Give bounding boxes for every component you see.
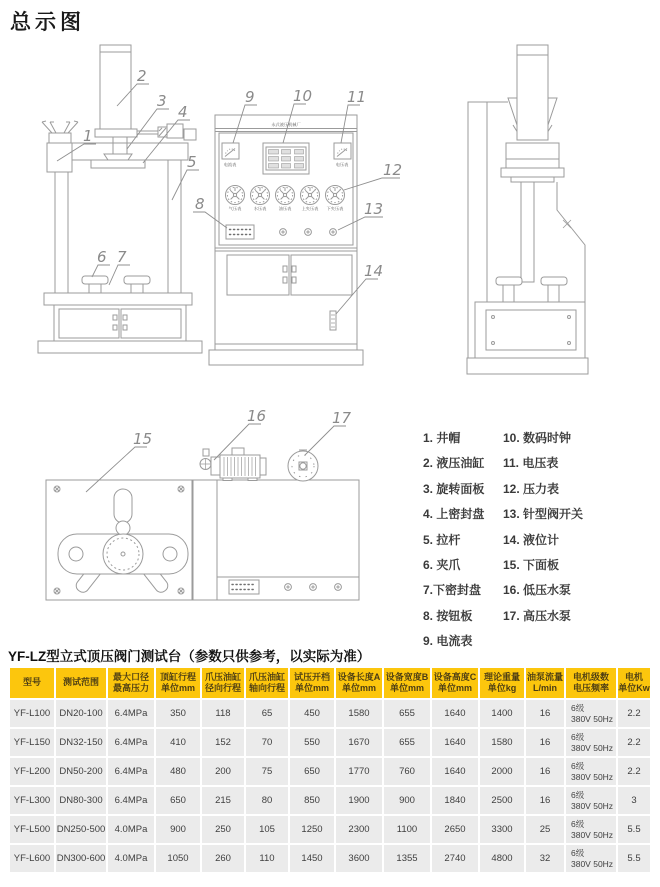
cell-power: 3 <box>618 787 650 814</box>
cell-axial-stroke: 75 <box>246 758 288 785</box>
cell-top-stroke: 650 <box>156 787 200 814</box>
table-row <box>10 758 650 785</box>
parts-legend-col1 <box>423 426 503 655</box>
cell-top-stroke: 350 <box>156 700 200 727</box>
cell-height-c: 2650 <box>432 816 478 843</box>
motor-frequency: 380V 50Hz <box>571 742 614 753</box>
cell-weight: 2500 <box>480 787 524 814</box>
press-machine-side-view <box>467 45 588 374</box>
cell-top-stroke: 1050 <box>156 845 200 872</box>
gauge-label: 气压表 <box>228 206 242 211</box>
cell-axial-stroke: 70 <box>246 729 288 756</box>
cell-model: YF-L300 <box>10 787 54 814</box>
cell-motor-spec <box>566 729 616 756</box>
cell-length-a: 1900 <box>336 787 382 814</box>
cell-max-pressure: 6.4MPa <box>108 758 154 785</box>
gauge-label: 下夹压表 <box>326 206 344 211</box>
legend-item: 6. 夹爪 <box>423 557 461 572</box>
cell-width-b: 760 <box>384 758 430 785</box>
legend-item: 7.下密封盘 <box>423 583 482 598</box>
spec-header-cell <box>56 668 106 698</box>
cell-flow: 16 <box>526 787 564 814</box>
legend-item: 11. 电压表 <box>503 456 559 471</box>
cell-model: YF-L150 <box>10 729 54 756</box>
cell-radial-stroke: 200 <box>202 758 244 785</box>
cell-flow: 16 <box>526 700 564 727</box>
header-line1: 设备高度C <box>433 671 477 682</box>
cell-opening: 850 <box>290 787 334 814</box>
cell-motor-spec <box>566 845 616 872</box>
header-line2: 径向行程 <box>204 683 241 693</box>
cell-power: 5.5 <box>618 816 650 843</box>
spec-header-cell <box>246 668 288 698</box>
cell-power: 2.2 <box>618 729 650 756</box>
cell-width-b: 900 <box>384 787 430 814</box>
cell-top-stroke: 900 <box>156 816 200 843</box>
callout-label: 5 <box>187 153 197 171</box>
liquid-level-gauge <box>330 311 336 330</box>
header-line1: 设备长度A <box>337 671 381 682</box>
legend-item: 17. 高压水泵 <box>503 608 572 623</box>
header-line2: 单位mm <box>341 683 376 693</box>
header-line1: 试压开档 <box>293 671 330 682</box>
legend-item: 14. 液位计 <box>503 532 560 547</box>
legend-item: 8. 按钮板 <box>423 608 473 623</box>
callout-label: 8 <box>195 195 205 213</box>
legend-item: 5. 拉杆 <box>423 532 461 547</box>
cell-opening: 450 <box>290 700 334 727</box>
legend-item: 3. 旋转面板 <box>423 481 485 496</box>
motor-poles: 6级 <box>571 732 585 743</box>
cell-motor-spec <box>566 816 616 843</box>
legend-item: 10. 数码时钟 <box>503 431 572 445</box>
cell-flow: 32 <box>526 845 564 872</box>
cell-radial-stroke: 250 <box>202 816 244 843</box>
cell-height-c: 1640 <box>432 700 478 727</box>
button-panel <box>226 225 254 239</box>
cell-flow: 16 <box>526 729 564 756</box>
callout-label: 17 <box>332 409 352 427</box>
header-line1: 设备宽度B <box>385 671 429 682</box>
parts-legend-col2 <box>503 426 583 655</box>
cell-axial-stroke: 110 <box>246 845 288 872</box>
cell-model: YF-L100 <box>10 700 54 727</box>
callout-label: 4 <box>178 103 188 121</box>
spec-header-cell <box>432 668 478 698</box>
cell-model: YF-L600 <box>10 845 54 872</box>
cell-weight: 3300 <box>480 816 524 843</box>
cell-motor-spec <box>566 700 616 727</box>
spec-header-cell <box>618 668 650 698</box>
voltmeter-icon <box>334 143 351 159</box>
cell-max-pressure: 6.4MPa <box>108 700 154 727</box>
cell-radial-stroke: 260 <box>202 845 244 872</box>
ammeter-icon <box>222 143 239 159</box>
cell-max-pressure: 6.4MPa <box>108 787 154 814</box>
callout-label: 3 <box>157 92 167 110</box>
page-title: 总示图 <box>10 11 85 34</box>
cell-height-c: 2740 <box>432 845 478 872</box>
cell-height-c: 1840 <box>432 787 478 814</box>
spec-header-cell <box>202 668 244 698</box>
cell-test-range: DN20-100 <box>56 700 106 727</box>
header-line1: 最大口径 <box>112 671 149 682</box>
header-line2: 单位mm <box>389 683 424 693</box>
gauge-label: 上夹压表 <box>301 206 319 211</box>
cell-top-stroke: 480 <box>156 758 200 785</box>
parts-legend <box>423 426 583 655</box>
gauge-label: 油压表 <box>278 206 292 211</box>
cell-motor-spec <box>566 758 616 785</box>
cell-test-range: DN80-300 <box>56 787 106 814</box>
cell-max-pressure: 4.0MPa <box>108 845 154 872</box>
motor-frequency: 380V 50Hz <box>571 771 614 782</box>
cell-flow: 16 <box>526 758 564 785</box>
cell-power: 2.2 <box>618 758 650 785</box>
callout-label: 2 <box>137 67 147 85</box>
digital-clock-panel <box>263 143 309 174</box>
cell-axial-stroke: 105 <box>246 816 288 843</box>
table-row <box>10 787 650 814</box>
press-machine-front-view <box>38 45 202 353</box>
cell-width-b: 655 <box>384 729 430 756</box>
cell-max-pressure: 4.0MPa <box>108 816 154 843</box>
callout-label: 15 <box>133 430 153 448</box>
header-line2: 轴向行程 <box>248 683 285 693</box>
header-line2: 单位kg <box>487 683 517 693</box>
clamp-jaws <box>82 276 150 293</box>
motor-poles: 6级 <box>571 790 585 801</box>
cell-opening: 550 <box>290 729 334 756</box>
cell-width-b: 1100 <box>384 816 430 843</box>
cell-weight: 2000 <box>480 758 524 785</box>
legend-item: 16. 低压水泵 <box>503 583 572 598</box>
lower-panel-top-view <box>46 480 192 600</box>
motor-frequency: 380V 50Hz <box>571 800 614 811</box>
cell-motor-spec <box>566 787 616 814</box>
spec-header-cell <box>384 668 430 698</box>
callout-label: 14 <box>364 262 384 280</box>
header-line1: 理论重量 <box>483 671 520 682</box>
cell-max-pressure: 6.4MPa <box>108 729 154 756</box>
callout-label: 1 <box>83 127 93 145</box>
spec-header-cell <box>156 668 200 698</box>
motor-poles: 6级 <box>571 703 585 714</box>
legend-item: 12. 压力表 <box>503 481 560 496</box>
cell-test-range: DN50-200 <box>56 758 106 785</box>
motor-poles: 6级 <box>571 761 585 772</box>
spec-header-cell <box>10 668 54 698</box>
control-cabinet <box>209 115 363 365</box>
cell-test-range: DN300-600 <box>56 845 106 872</box>
callout-label: 13 <box>364 200 384 218</box>
header-line1: 测试范围 <box>62 677 99 688</box>
cell-axial-stroke: 80 <box>246 787 288 814</box>
legend-item: 4. 上密封盘 <box>423 507 485 522</box>
header-line1: 电机 <box>624 671 643 682</box>
header-line2: 电压频率 <box>572 683 609 693</box>
header-line2: L/min <box>533 683 557 693</box>
low-pressure-pump-motor <box>200 448 266 481</box>
spec-table-body <box>10 700 650 872</box>
high-pressure-pump-flange <box>288 450 318 481</box>
header-line1: 油泵流量 <box>526 671 563 682</box>
cell-length-a: 1770 <box>336 758 382 785</box>
motor-poles: 6级 <box>571 819 585 830</box>
callout-label: 11 <box>347 88 367 106</box>
spec-table <box>8 666 652 874</box>
voltmeter-label: 电压表 <box>335 162 349 167</box>
spec-header-cell <box>480 668 524 698</box>
header-line2: 单位mm <box>294 683 329 693</box>
legend-item: 2. 液压油缸 <box>423 456 485 471</box>
header-line1: 电机级数 <box>572 671 609 682</box>
legend-item: 13. 针型阀开关 <box>503 507 584 522</box>
spec-header-cell <box>336 668 382 698</box>
header-line1: 顶缸行程 <box>159 671 196 682</box>
cell-height-c: 1640 <box>432 729 478 756</box>
cell-model: YF-L200 <box>10 758 54 785</box>
cell-flow: 25 <box>526 816 564 843</box>
legend-item: 15. 下面板 <box>503 557 560 572</box>
cell-length-a: 3600 <box>336 845 382 872</box>
table-row <box>10 845 650 872</box>
cell-power: 2.2 <box>618 700 650 727</box>
cell-length-a: 1670 <box>336 729 382 756</box>
cell-top-stroke: 410 <box>156 729 200 756</box>
callout-label: 12 <box>383 161 403 179</box>
spec-header-cell <box>566 668 616 698</box>
legend-item: 1. 井帽 <box>423 431 461 445</box>
cell-test-range: DN32-150 <box>56 729 106 756</box>
motor-frequency: 380V 50Hz <box>571 829 614 840</box>
cell-width-b: 1355 <box>384 845 430 872</box>
cell-length-a: 2300 <box>336 816 382 843</box>
table-title: YF-LZ型立式顶压阀门测试台（参数只供参考，以实际为准） <box>8 649 371 664</box>
callout-label: 6 <box>97 248 107 266</box>
callout-label: 16 <box>247 407 267 425</box>
cell-test-range: DN250-500 <box>56 816 106 843</box>
spec-header-cell <box>526 668 564 698</box>
table-row <box>10 816 650 843</box>
cell-radial-stroke: 215 <box>202 787 244 814</box>
well-cap-claws <box>42 121 78 143</box>
header-line2: 单位mm <box>437 683 472 693</box>
cell-weight: 1400 <box>480 700 524 727</box>
motor-frequency: 380V 50Hz <box>571 858 614 869</box>
cell-power: 5.5 <box>618 845 650 872</box>
spec-header-cell <box>108 668 154 698</box>
callout-label: 7 <box>117 248 127 266</box>
header-line1: 爪压油缸 <box>248 671 285 682</box>
header-line2: 单位Kw <box>618 683 650 693</box>
cell-length-a: 1580 <box>336 700 382 727</box>
spec-table-header-row <box>10 668 650 698</box>
cell-opening: 650 <box>290 758 334 785</box>
header-line1: 型号 <box>22 677 41 688</box>
cabinet-nameplate: 永式液压机械厂 <box>271 122 301 127</box>
motor-frequency: 380V 50Hz <box>571 713 614 724</box>
cell-radial-stroke: 152 <box>202 729 244 756</box>
cell-model: YF-L500 <box>10 816 54 843</box>
table-row <box>10 700 650 727</box>
legend-item: 9. 电流表 <box>423 634 473 649</box>
header-line1: 爪压油缸 <box>204 671 241 682</box>
cell-opening: 1450 <box>290 845 334 872</box>
cell-weight: 4800 <box>480 845 524 872</box>
spec-header-cell <box>290 668 334 698</box>
water-tank-unit <box>193 480 359 600</box>
cell-axial-stroke: 65 <box>246 700 288 727</box>
ammeter-label: 电流表 <box>223 162 237 167</box>
cell-opening: 1250 <box>290 816 334 843</box>
table-row <box>10 729 650 756</box>
motor-poles: 6级 <box>571 848 585 859</box>
cell-radial-stroke: 118 <box>202 700 244 727</box>
header-line2: 单位mm <box>160 683 195 693</box>
callout-label: 10 <box>293 87 313 105</box>
cell-width-b: 655 <box>384 700 430 727</box>
cell-height-c: 1640 <box>432 758 478 785</box>
cell-weight: 1580 <box>480 729 524 756</box>
gauge-label: 水压表 <box>253 206 267 211</box>
callout-label: 9 <box>245 88 255 106</box>
header-line2: 最高压力 <box>112 683 149 693</box>
